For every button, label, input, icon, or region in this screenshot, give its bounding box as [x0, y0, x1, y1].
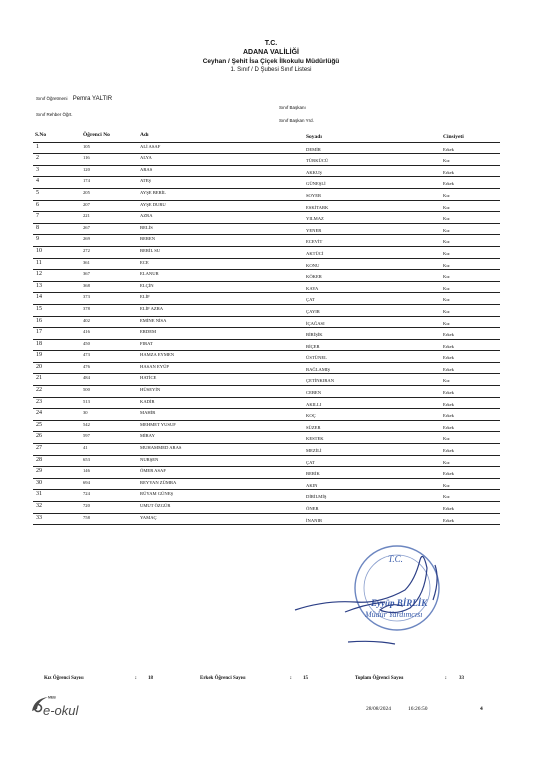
cell-name: YAMAÇ: [140, 514, 157, 520]
cell-sno: 6: [36, 201, 39, 208]
cell-name: ATEŞ: [140, 178, 151, 184]
cell-gender: Erkek: [443, 343, 454, 349]
counselor-label: Sınıf Rehber Öğrt.: [36, 112, 73, 117]
cell-surname: KAYA: [306, 285, 319, 291]
cell-gender: Kız: [443, 262, 450, 268]
cell-student-no: 105: [83, 143, 90, 149]
cell-gender: Kız: [443, 216, 450, 222]
cell-student-no: 272: [83, 247, 90, 253]
header-school: Ceyhan / Şehit İsa Çiçek İlkokulu Müdürlüğü: [202, 58, 340, 65]
cell-student-no: 653: [83, 456, 90, 462]
stamp-name-text: Eyyüp BİRLİK: [371, 598, 428, 608]
cell-gender: Kız: [443, 494, 450, 500]
cell-sno: 1: [36, 143, 39, 150]
boys-count-value: 15: [303, 676, 308, 681]
cell-student-no: 221: [83, 213, 90, 219]
cell-gender: Erkek: [443, 146, 454, 152]
girls-count-label: Kız Öğrenci Sayısı: [44, 676, 84, 681]
cell-gender: Kız: [443, 158, 450, 164]
print-date: 28/08/2024: [366, 706, 392, 712]
cell-gender: Kız: [443, 285, 450, 291]
cell-surname: ÜSTÜNEL: [306, 355, 327, 361]
cell-gender: Erkek: [443, 181, 454, 187]
cell-surname: CEBEN: [306, 390, 322, 396]
cell-gender: Kız: [443, 308, 450, 314]
cell-student-no: 450: [83, 340, 90, 346]
cell-sno: 28: [36, 456, 42, 463]
cell-sno: 33: [36, 514, 42, 521]
cell-gender: Erkek: [443, 471, 454, 477]
cell-surname: ESKİTARK: [306, 204, 329, 210]
president-label: Sınıf Başkanı: [279, 105, 306, 110]
cell-name: ECE: [140, 259, 149, 265]
header-name: Adı: [140, 132, 149, 138]
cell-name: RÜYAM GÜNEŞ: [140, 491, 174, 497]
cell-gender: Erkek: [443, 390, 454, 396]
cell-sno: 14: [36, 294, 42, 301]
cell-sno: 10: [36, 247, 42, 254]
table-row: [33, 189, 500, 201]
cell-student-no: 476: [83, 363, 90, 369]
table-row: [33, 282, 500, 294]
cell-surname: TÜRKÜCÜ: [306, 158, 329, 164]
cell-sno: 23: [36, 398, 42, 405]
table-row: [33, 293, 500, 305]
cell-name: ARAS: [140, 166, 153, 172]
student-table: [33, 131, 500, 525]
cell-student-no: 120: [83, 166, 90, 172]
table-row: [33, 456, 500, 468]
cell-surname: AKILLI: [306, 401, 322, 407]
cell-surname: DEMİR: [306, 146, 321, 152]
cell-student-no: 146: [83, 468, 90, 474]
cell-name: MUHAMMED ARAS: [140, 445, 182, 451]
cell-name: ALYA: [140, 155, 152, 161]
cell-gender: Kız: [443, 239, 450, 245]
cell-gender: Kız: [443, 482, 450, 488]
table-row: [33, 432, 500, 444]
table-row: [33, 351, 500, 363]
table-row: [33, 363, 500, 375]
table-row: [33, 235, 500, 247]
table-row: [33, 305, 500, 317]
cell-name: ELANUR: [140, 271, 159, 277]
cell-surname: BİRİŞİK: [306, 332, 323, 338]
table-row: [33, 490, 500, 502]
cell-name: HATİCE: [140, 375, 157, 381]
cell-gender: Erkek: [443, 424, 454, 430]
cell-gender: Erkek: [443, 366, 454, 372]
cell-surname: DİRİLMİŞ: [306, 494, 327, 500]
cell-surname: İÇAĞASI: [306, 320, 325, 326]
cell-sno: 12: [36, 271, 42, 278]
cell-name: BEREN: [140, 236, 156, 242]
cell-surname: BERİK: [306, 471, 320, 477]
official-stamp-signature: [285, 540, 495, 660]
cell-name: ELİF: [140, 294, 150, 300]
boys-count-sep: :: [290, 676, 292, 681]
table-row: [33, 479, 500, 491]
table-row: [33, 259, 500, 271]
cell-sno: 15: [36, 305, 42, 312]
cell-student-no: 41: [83, 445, 88, 451]
cell-surname: MEZİLİ: [306, 448, 322, 454]
cell-sno: 29: [36, 468, 42, 475]
table-row: [33, 444, 500, 456]
cell-student-no: 207: [83, 201, 90, 207]
cell-surname: SÜZER: [306, 424, 321, 430]
cell-gender: Kız: [443, 459, 450, 465]
cell-sno: 13: [36, 282, 42, 289]
cell-sno: 26: [36, 433, 42, 440]
cell-student-no: 205: [83, 189, 90, 195]
cell-gender: Erkek: [443, 413, 454, 419]
cell-name: FIRAT: [140, 340, 153, 346]
table-row: [33, 409, 500, 421]
cell-surname: KONU: [306, 262, 320, 268]
cell-sno: 9: [36, 236, 39, 243]
cell-student-no: 500: [83, 387, 90, 393]
eokul-logo-text: e-okul: [43, 703, 79, 718]
cell-sno: 18: [36, 340, 42, 347]
table-row: [33, 224, 500, 236]
cell-sno: 16: [36, 317, 42, 324]
table-row: [33, 340, 500, 352]
cell-student-no: 720: [83, 503, 90, 508]
cell-name: HÜSEYİN: [140, 387, 161, 393]
table-row: [33, 374, 500, 386]
cell-gender: Erkek: [443, 506, 454, 511]
cell-student-no: 724: [83, 491, 90, 497]
cell-name: MİRAY: [140, 433, 155, 439]
cell-student-no: 174: [83, 178, 90, 184]
cell-sno: 5: [36, 189, 39, 196]
cell-student-no: 269: [83, 236, 90, 242]
cell-name: AZRA: [140, 213, 153, 219]
table-row: [33, 247, 500, 259]
print-time: 16:26:50: [408, 706, 428, 712]
cell-gender: Erkek: [443, 169, 454, 175]
cell-surname: YENER: [306, 227, 322, 233]
cell-sno: 22: [36, 387, 42, 394]
cell-name: MEHMET YUSUF: [140, 421, 176, 427]
cell-student-no: 378: [83, 305, 90, 311]
cell-surname: ÇETİNKIRAN: [306, 378, 335, 384]
cell-student-no: 473: [83, 352, 90, 358]
cell-surname: İNANIR: [306, 517, 323, 523]
cell-student-no: 116: [83, 155, 90, 161]
cell-surname: GÜNEŞLİ: [306, 181, 326, 187]
header-tc: T.C.: [264, 40, 278, 47]
cell-surname: YILMAZ: [306, 216, 324, 222]
header-surname: Soyadı: [306, 134, 322, 140]
cell-student-no: 368: [83, 282, 90, 288]
cell-student-no: 416: [83, 329, 90, 335]
cell-student-no: 758: [83, 514, 90, 520]
cell-name: NURŞEN: [140, 456, 159, 462]
cell-name: EMİNE NİSA: [140, 317, 167, 323]
cell-sno: 24: [36, 410, 42, 417]
cell-student-no: 484: [83, 375, 90, 381]
table-row: [33, 467, 500, 479]
cell-student-no: 373: [83, 294, 90, 300]
cell-gender: Kız: [443, 227, 450, 233]
table-row: [33, 270, 500, 282]
cell-name: BERİL SU: [140, 247, 161, 253]
table-row: [33, 212, 500, 224]
total-count-sep: :: [445, 676, 447, 681]
cell-name: HASAN EYÜP: [140, 363, 169, 369]
cell-student-no: 694: [83, 479, 90, 485]
cell-name: BELİS: [140, 224, 153, 230]
cell-sno: 7: [36, 213, 39, 220]
header-class-list: 1. Sınıf / D Şubesi Sınıf Listesi: [230, 67, 312, 73]
cell-gender: Kız: [443, 250, 450, 256]
cell-surname: ÇAYIR: [306, 308, 320, 314]
header-gender: Cinsiyeti: [443, 134, 464, 140]
girls-count-sep: :: [135, 676, 137, 681]
cell-name: AYŞE DURU: [140, 201, 166, 207]
page-number: 4: [480, 706, 483, 712]
table-row: [33, 317, 500, 329]
cell-name: MAHİR: [140, 410, 156, 416]
cell-gender: Erkek: [443, 448, 454, 454]
cell-surname: ÖNER: [306, 506, 319, 511]
stamp-title-text: Müdür Yardımcısı: [365, 610, 423, 619]
table-row: [33, 502, 500, 514]
cell-student-no: 597: [83, 433, 90, 439]
cell-sno: 32: [36, 503, 42, 509]
cell-sno: 27: [36, 445, 42, 452]
table-row: [33, 386, 500, 398]
cell-student-no: 542: [83, 421, 90, 427]
table-row: [33, 177, 500, 189]
cell-gender: Kız: [443, 297, 450, 303]
cell-surname: BİÇER: [306, 343, 320, 349]
cell-surname: ECEVİT: [306, 239, 323, 245]
header-valilik: ADANA VALİLİĞİ: [243, 49, 299, 56]
cell-sno: 30: [36, 479, 42, 486]
cell-surname: AKIN: [306, 482, 318, 488]
cell-student-no: 361: [83, 259, 90, 265]
header-student-no: Öğrenci No: [83, 132, 110, 138]
header-sno: S.No: [35, 132, 47, 138]
cell-surname: AKKUŞ: [306, 169, 322, 175]
cell-sno: 8: [36, 224, 39, 231]
total-count-value: 33: [459, 676, 464, 681]
cell-surname: ÇAT: [306, 459, 315, 465]
cell-surname: ÇAT: [306, 297, 315, 303]
teacher-label: Sınıf Öğretmeni: [36, 96, 68, 101]
table-row: [33, 398, 500, 410]
cell-name: AYŞE BERİL: [140, 189, 166, 195]
table-row: [33, 328, 500, 340]
vice-president-label: Sınıf Başkan Yrd.: [279, 118, 314, 123]
cell-surname: AKTÜCİ: [306, 250, 324, 256]
table-header-row: [33, 131, 500, 143]
cell-sno: 19: [36, 352, 42, 359]
cell-name: REYYAN ZÜMRA: [140, 479, 177, 485]
cell-gender: Kız: [443, 436, 450, 442]
table-row: [33, 514, 500, 526]
cell-sno: 20: [36, 363, 42, 370]
table-row: [33, 201, 500, 213]
cell-name: ELİF AZRA: [140, 305, 164, 311]
cell-surname: KOÇ: [306, 413, 316, 419]
cell-gender: Erkek: [443, 401, 454, 407]
eokul-logo: [28, 693, 108, 724]
cell-surname: SOYER: [306, 192, 322, 198]
cell-surname: KESTEK: [306, 436, 324, 442]
table-row: [33, 166, 500, 178]
cell-sno: 4: [36, 178, 39, 185]
cell-sno: 11: [36, 259, 42, 266]
cell-gender: Erkek: [443, 332, 454, 338]
teacher-row: [36, 96, 112, 102]
cell-student-no: 367: [83, 271, 90, 277]
cell-sno: 25: [36, 421, 42, 428]
cell-surname: BAĞLAMIŞ: [306, 366, 330, 372]
stamp-tc-text: T.C.: [388, 554, 403, 564]
cell-name: UMUT ÖZGÜR: [140, 503, 171, 508]
cell-sno: 21: [36, 375, 42, 382]
eokul-swoosh-icon: [28, 693, 108, 719]
cell-surname: KÖKER: [306, 274, 322, 280]
cell-gender: Kız: [443, 274, 450, 280]
cell-gender: Erkek: [443, 355, 454, 361]
cell-name: ALİ ASAF: [140, 143, 161, 149]
eokul-meb-text: MEB: [48, 695, 56, 700]
cell-student-no: 267: [83, 224, 90, 230]
cell-sno: 31: [36, 491, 42, 498]
cell-name: ÖMER ASAF: [140, 468, 166, 474]
cell-student-no: 513: [83, 398, 90, 404]
cell-gender: Kız: [443, 192, 450, 198]
cell-name: ERDEM: [140, 329, 157, 335]
cell-name: KADİR: [140, 398, 155, 404]
cell-gender: Kız: [443, 378, 450, 384]
cell-sno: 17: [36, 329, 42, 336]
cell-sno: 2: [36, 155, 39, 162]
teacher-value: Pemra YALTIR: [72, 96, 113, 102]
cell-gender: Kız: [443, 320, 450, 326]
table-row: [33, 421, 500, 433]
girls-count-value: 18: [148, 676, 153, 681]
cell-sno: 3: [36, 166, 39, 173]
cell-student-no: 30: [83, 410, 88, 416]
cell-gender: Kız: [443, 204, 450, 210]
cell-name: HAMZA EYMEN: [140, 352, 175, 358]
cell-name: ELÇİN: [140, 282, 154, 288]
table-row: [33, 143, 500, 155]
table-row: [33, 154, 500, 166]
total-count-label: Toplam Öğrenci Sayısı: [355, 676, 404, 681]
cell-student-no: 402: [83, 317, 90, 323]
cell-gender: Erkek: [443, 517, 454, 523]
boys-count-label: Erkek Öğrenci Sayısı: [200, 676, 246, 681]
